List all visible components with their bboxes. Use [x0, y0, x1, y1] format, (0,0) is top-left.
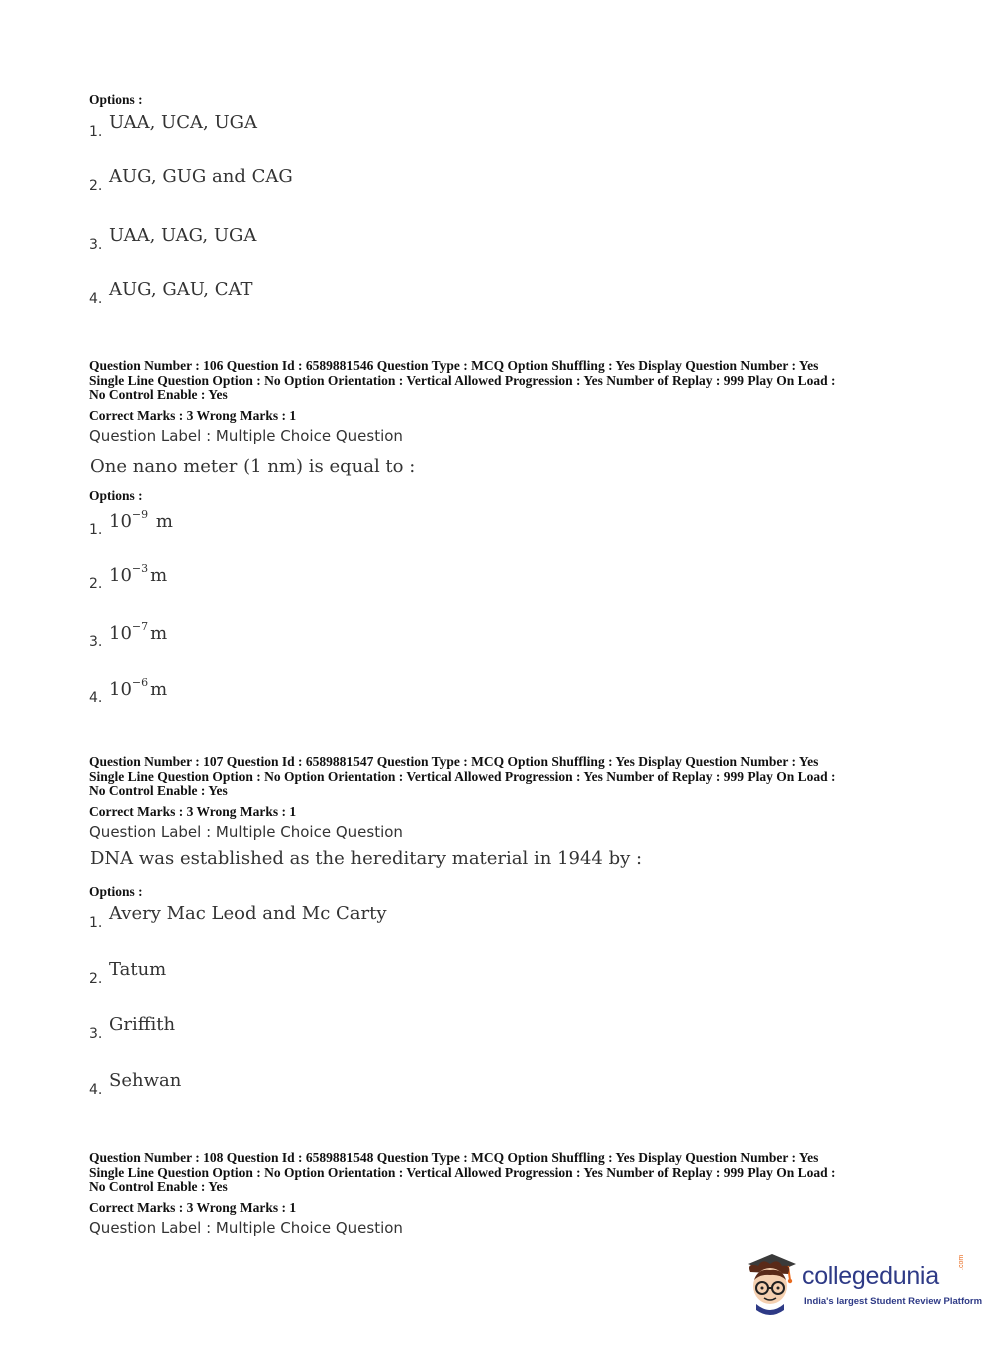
option-text: Griffith: [109, 1014, 176, 1035]
question-meta: [89, 1151, 919, 1195]
option-number: 4.: [89, 291, 103, 307]
power-base: 10: [109, 623, 132, 644]
meta-line: Single Line Question Option : No Option Orientation : Vertical Allowed Progression : Yes Number of Replay : 999 Play On Load :: [89, 768, 836, 784]
unit: m: [150, 679, 168, 700]
question-meta: [89, 359, 919, 403]
option-number: 3.: [89, 237, 103, 253]
meta-line: Single Line Question Option : No Option Orientation : Vertical Allowed Progression : Yes Number of Replay : 999 Play On Load :: [89, 372, 836, 388]
options-heading: Options :: [89, 488, 143, 503]
option-text: AUG, GAU, CAT: [109, 279, 253, 300]
option-number: 1.: [89, 124, 103, 140]
question-meta: [89, 755, 919, 799]
power-exponent: −9: [131, 508, 149, 521]
option-text: [109, 510, 173, 532]
meta-line: Question Number : 106 Question Id : 6589881546 Question Type : MCQ Option Shuffling : Yes Display Question Number : Yes: [89, 358, 819, 373]
brand-name: collegedunia: [802, 1262, 939, 1290]
brand-domain-suffix: .com: [958, 1254, 965, 1270]
option-text: Tatum: [109, 959, 167, 980]
option-text: UAA, UCA, UGA: [109, 112, 257, 133]
meta-line: No Control Enable : Yes: [89, 387, 228, 402]
meta-line: No Control Enable : Yes: [89, 1179, 228, 1194]
question-marks: Correct Marks : 3 Wrong Marks : 1: [89, 408, 297, 423]
option-number: 4.: [89, 690, 103, 706]
unit: m: [150, 623, 168, 644]
question-text: One nano meter (1 nm) is equal to :: [90, 456, 416, 477]
option-number: 2.: [89, 971, 103, 987]
meta-line: Single Line Question Option : No Option Orientation : Vertical Allowed Progression : Yes Number of Replay : 999 Play On Load :: [89, 1164, 836, 1180]
option-text: [109, 678, 167, 700]
question-text: DNA was established as the hereditary material in 1944 by :: [90, 848, 643, 869]
brand-tagline: India's largest Student Review Platform: [804, 1296, 983, 1307]
option-text: [109, 622, 167, 644]
option-text: [109, 564, 167, 586]
question-marks: Correct Marks : 3 Wrong Marks : 1: [89, 1200, 297, 1215]
option-number: 1.: [89, 915, 103, 931]
unit: m: [150, 565, 168, 586]
power-exponent: −3: [131, 562, 149, 575]
power-base: 10: [109, 565, 132, 586]
option-number: 4.: [89, 1082, 103, 1098]
unit: m: [155, 511, 173, 532]
option-text: Avery Mac Leod and Mc Carty: [109, 903, 387, 924]
option-number: 2.: [89, 178, 103, 194]
option-text: UAA, UAG, UGA: [109, 225, 257, 246]
options-heading: Options :: [89, 92, 143, 107]
options-heading: Options :: [89, 884, 143, 899]
option-number: 2.: [89, 576, 103, 592]
collegedunia-logo: [742, 1250, 983, 1320]
student-mascot-icon: [742, 1250, 800, 1316]
power-base: 10: [109, 511, 132, 532]
option-number: 3.: [89, 1026, 103, 1042]
meta-line: Question Number : 107 Question Id : 6589881547 Question Type : MCQ Option Shuffling : Yes Display Question Number : Yes: [89, 754, 819, 769]
power-base: 10: [109, 679, 132, 700]
power-exponent: −6: [131, 676, 149, 689]
option-text: AUG, GUG and CAG: [109, 166, 293, 187]
power-exponent: −7: [131, 620, 149, 633]
question-label: Question Label : Multiple Choice Question: [89, 823, 403, 841]
meta-line: No Control Enable : Yes: [89, 783, 228, 798]
question-label: Question Label : Multiple Choice Question: [89, 427, 403, 445]
question-marks: Correct Marks : 3 Wrong Marks : 1: [89, 804, 297, 819]
meta-line: Question Number : 108 Question Id : 6589881548 Question Type : MCQ Option Shuffling : Yes Display Question Number : Yes: [89, 1150, 819, 1165]
question-label: Question Label : Multiple Choice Question: [89, 1219, 403, 1237]
option-text: Sehwan: [109, 1070, 182, 1091]
option-number: 1.: [89, 522, 103, 538]
option-number: 3.: [89, 634, 103, 650]
